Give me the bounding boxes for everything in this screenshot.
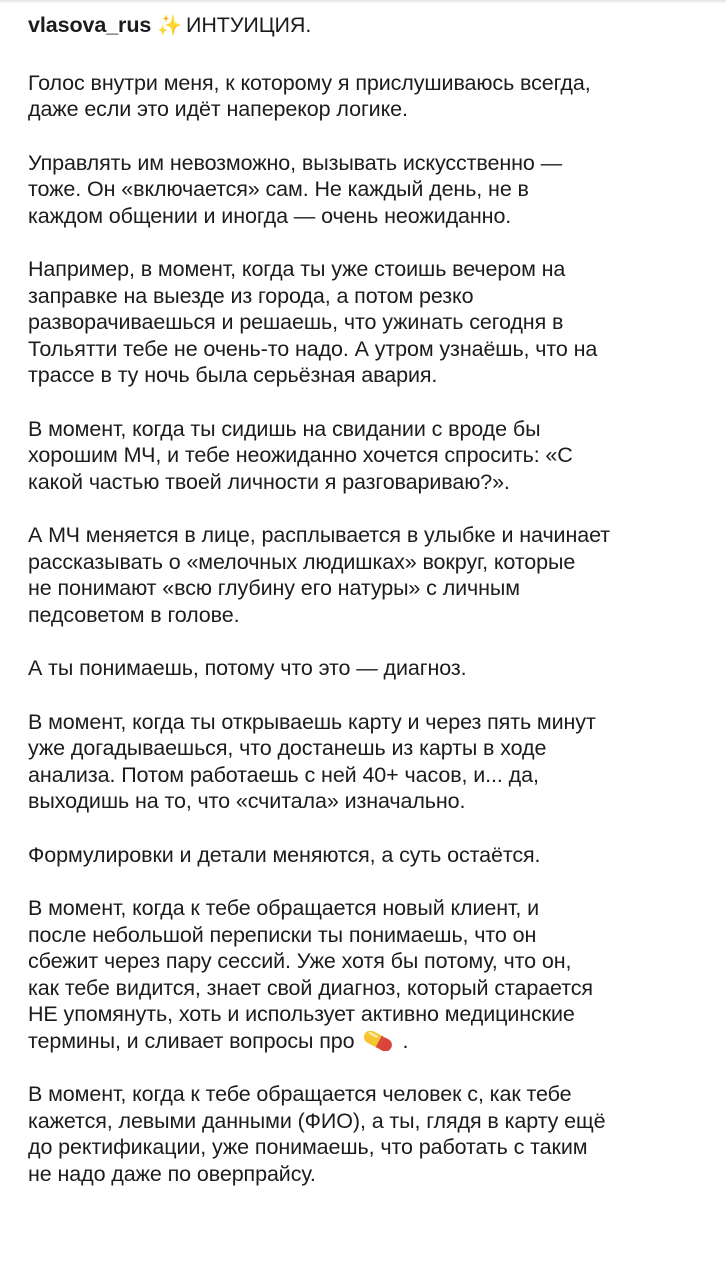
username-link[interactable]: vlasova_rus: [28, 13, 152, 37]
paragraph-8: Формулировки и детали меняются, а суть остаётся.: [28, 842, 541, 867]
paragraph-5: А МЧ меняется в лице, расплывается в улыбке и начинает рассказывать о «мелочных людишках» вокруг, которые не понимают «всю глубину его натуры» с личным педсоветом в голове.: [28, 523, 610, 627]
paragraph-4: В момент, когда ты сидишь на свидании с вроде бы хорошим МЧ, и тебе неожиданно хочется спросить: «С какой частью твоей личности я разговариваю?».: [28, 416, 573, 494]
paragraph-2: Управлять им невозможно, вызывать искусственно — тоже. Он «включается» сам. Не каждый день, не в каждом общении и иногда — очень неожиданно.: [28, 150, 563, 228]
paragraph-6: А ты понимаешь, потому что это — диагноз.: [28, 656, 467, 680]
post-caption: [28, 12, 708, 1214]
client-paragraph-end: .: [402, 1028, 409, 1053]
bottom-fade: [0, 1250, 726, 1280]
client-paragraph-text: В момент, когда к тебе обращается новый клиент, и после небольшой переписки ты понимаешь, что он сбежит через пару сессий. Уже хотя бы потому, что он, как тебе видится, знает свой диагноз, который старается НЕ упомянуть, хоть и использует активно медицинские термины, и сливает вопросы про: [28, 896, 593, 1053]
paragraph-1: Голос внутри меня, к которому я прислушиваюсь всегда, даже если это идёт наперекор логике.: [28, 70, 591, 121]
paragraph-client: [28, 895, 708, 1054]
post-title: ИНТУИЦИЯ.: [186, 13, 312, 37]
sparkles-icon: ✨: [157, 15, 183, 37]
paragraph-7: В момент, когда ты открываешь карту и через пять минут уже догадываешься, что достанешь из карты в ходе анализа. Потом работаешь с ней 40+ часов, и... да, выходишь на то, что «считала» изначально.: [28, 709, 596, 813]
paragraph-3: Например, в момент, когда ты уже стоишь вечером на заправке на выезде из города, а потом резко разворачиваешься и решаешь, что ужинать сегодня в Тольятти тебе не очень-то надо. А утром узнаёшь, что на трассе в ту ночь была серьёзная авария.: [28, 257, 598, 387]
pill-icon: [359, 1031, 399, 1051]
paragraph-last: В момент, когда к тебе обращается человек с, как тебе кажется, левыми данными (ФИО), а ты, глядя в карту ещё до ректификации, уже понимаешь, что работать с таким не надо даже по оверпрайсу.: [28, 1082, 606, 1186]
caption-header: [28, 12, 708, 40]
top-edge: [0, 0, 726, 4]
